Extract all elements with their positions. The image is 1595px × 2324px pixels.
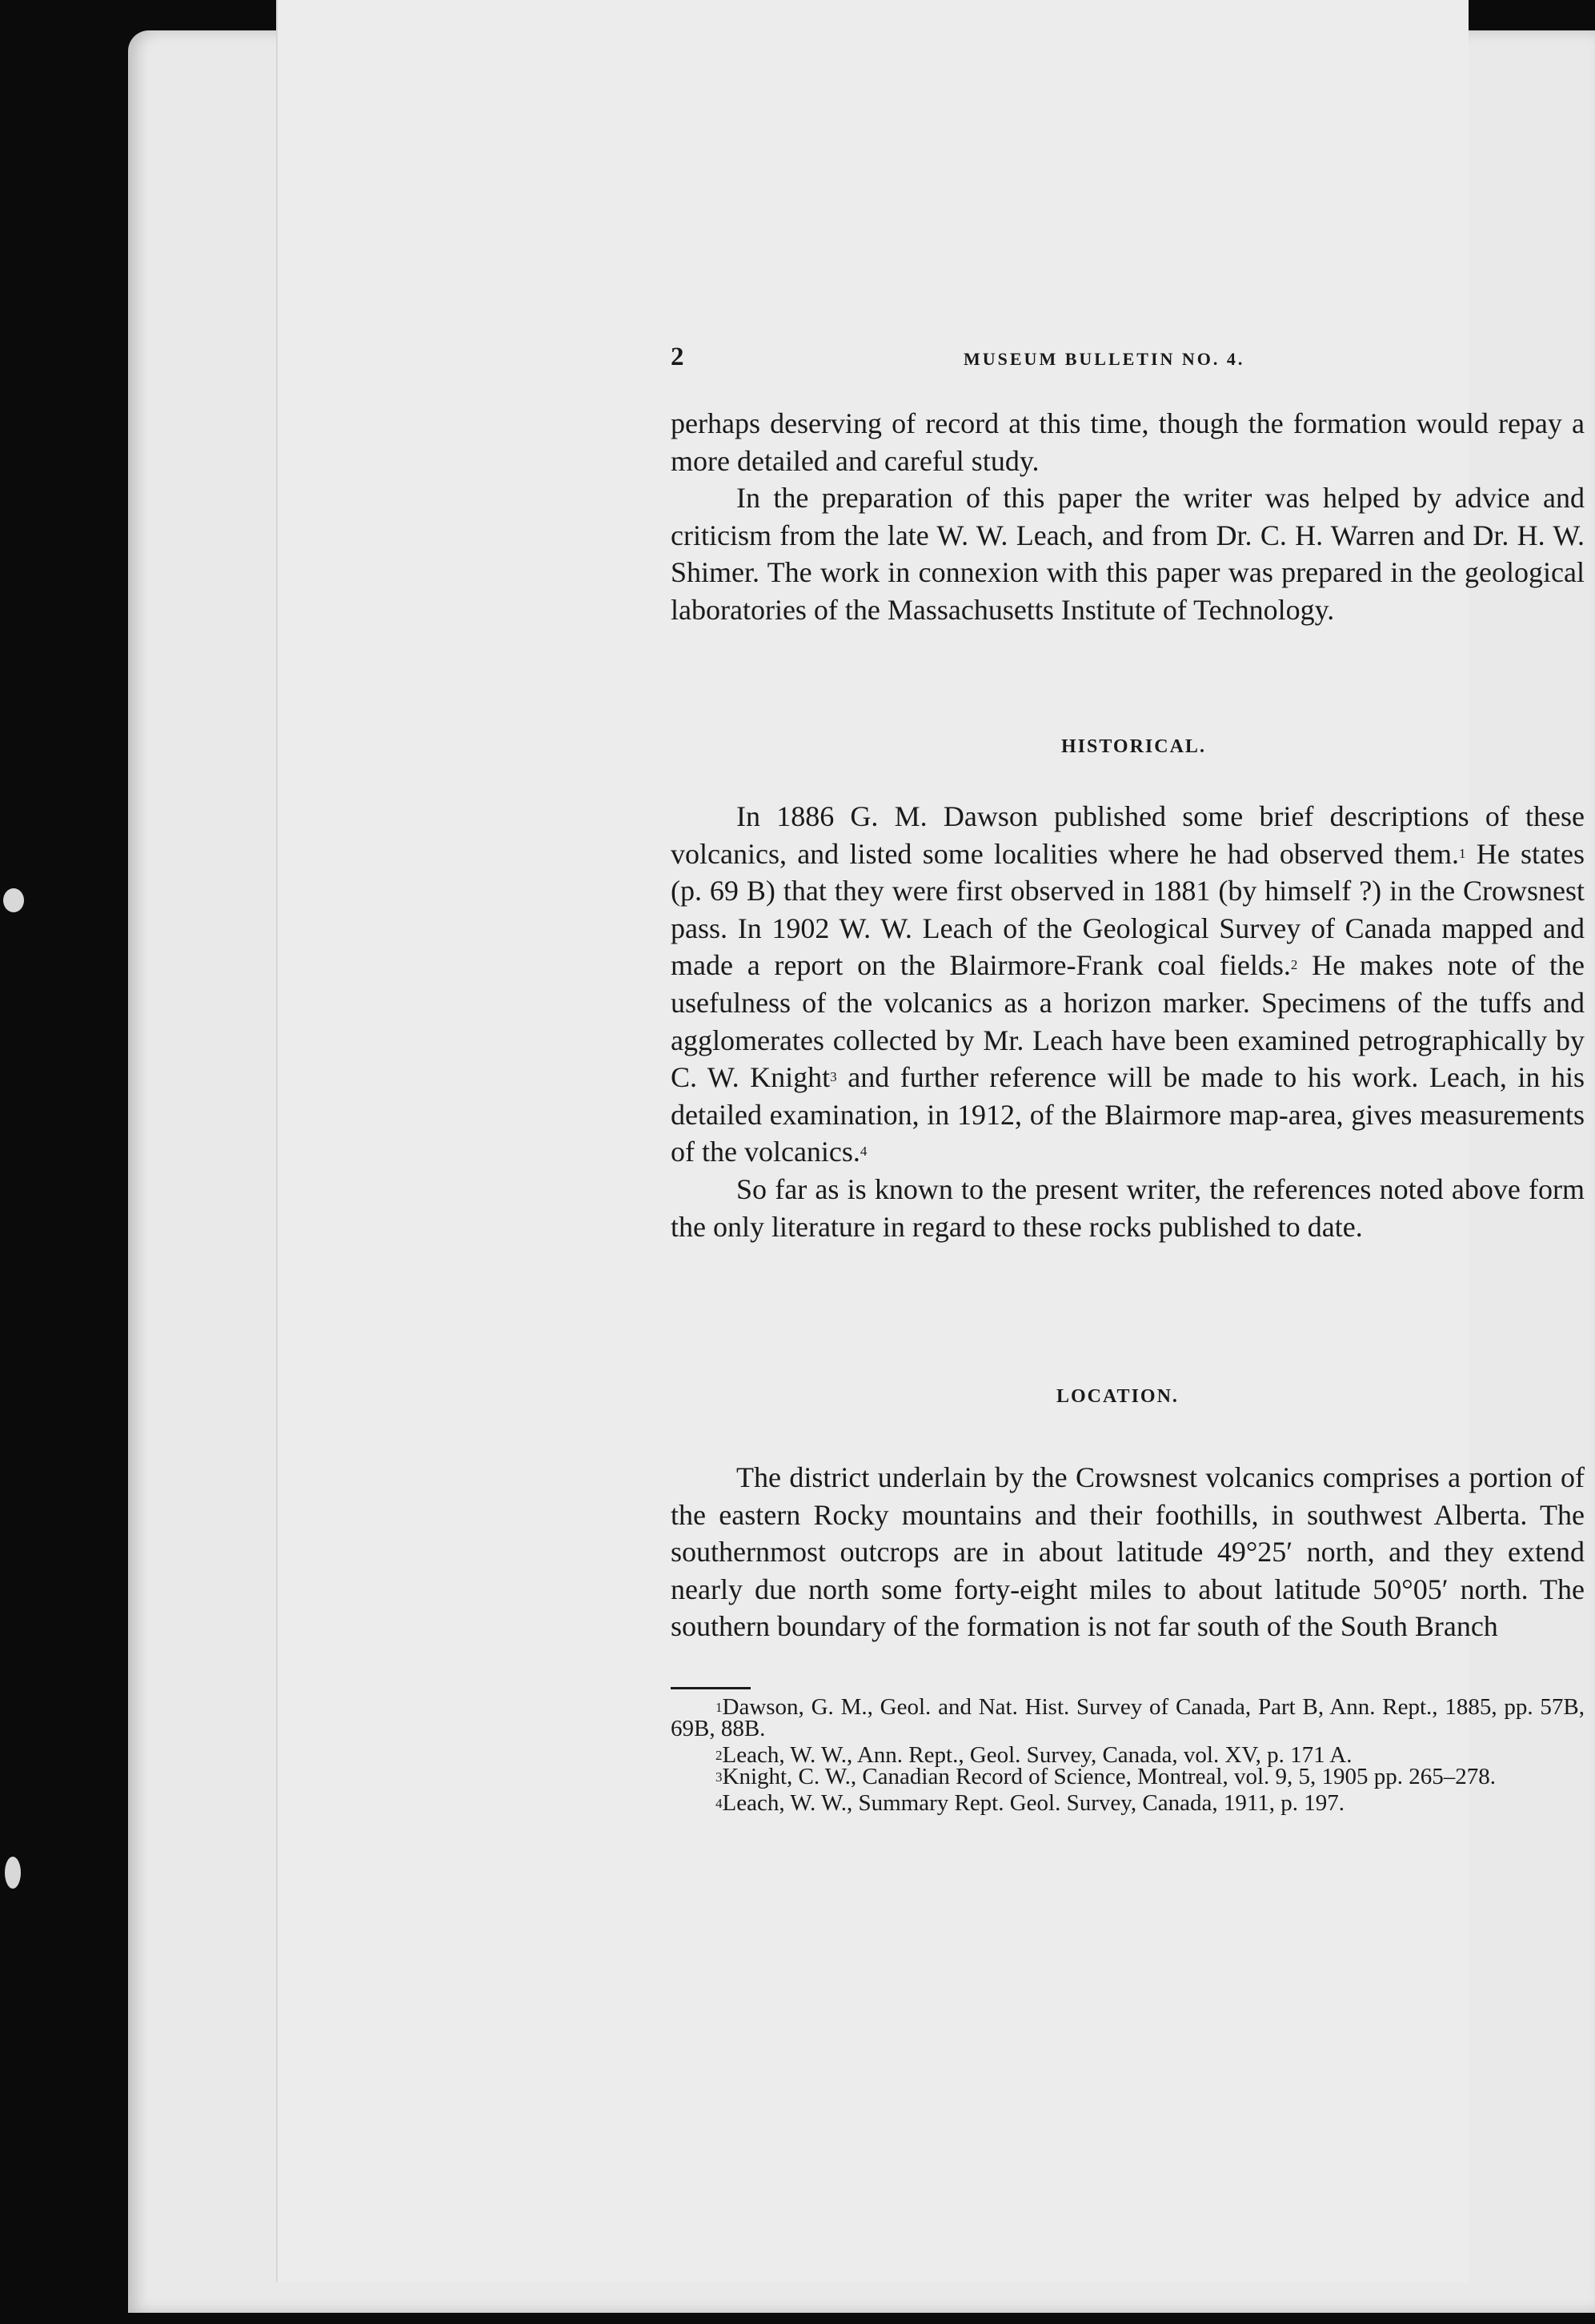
page-header xyxy=(671,343,1279,375)
footnote-text: Dawson, G. M., Geol. and Nat. Hist. Survey of Canada, Part B, Ann. Rept., 1885, pp. 57B, 69B, 88B. xyxy=(671,1694,1585,1741)
footnote-mark: 4 xyxy=(715,1796,723,1811)
intro-paragraph-2: In the preparation of this paper the writer was helped by advice and criticism from the late W. W. Leach, and from Dr. C. H. Warren and Dr. H. W. Shimer. The work in connexion with this paper was prepared in the geological laboratories of the Massachusetts Institute of Technology. xyxy=(671,482,1585,626)
historical-paragraph-2: So far as is known to the present writer, the references noted above form the only literature in regard to these rocks published to date. xyxy=(671,1172,1585,1243)
historical-section xyxy=(671,798,1585,1245)
footnotes xyxy=(671,1694,1585,1816)
historical-paragraph-1 xyxy=(671,798,1585,1171)
footnote-text: Leach, W. W., Summary Rept. Geol. Survey, Canada, 1911, p. 197. xyxy=(722,1790,1345,1816)
footnote-ref-2: 2 xyxy=(1290,957,1298,973)
footnote-3 xyxy=(671,1766,1585,1788)
intro-section xyxy=(671,405,1585,629)
footnote-ref-1: 1 xyxy=(1459,845,1466,861)
location-paragraph-1: The district underlain by the Crowsnest volcanics comprises a portion of the eastern Rocky mountains and their foothills, in southwest Alberta. The southernmost outcrops are in about latitude 49°25′ north, and they extend nearly due north some forty-eight miles to about latitude 50°05′ north. The southern boundary of the formation is not far south of the South Branch xyxy=(671,1461,1585,1643)
running-head: MUSEUM BULLETIN NO. 4. xyxy=(964,349,1245,369)
historical-text-d: and further reference will be made to his work. Leach, in his detailed examination, in 1912, of the Blairmore map-area, gives measurements of the volcanics. xyxy=(671,1061,1585,1168)
scan-speck xyxy=(5,1857,21,1889)
historical-text-a: In 1886 G. M. Dawson published some brief descriptions of these volcanics, and listed some localities where he had observed them. xyxy=(671,800,1585,870)
footnote-mark: 3 xyxy=(715,1769,723,1785)
location-heading: LOCATION. xyxy=(1056,1386,1179,1407)
footnote-mark: 1 xyxy=(715,1700,723,1715)
historical-heading: HISTORICAL. xyxy=(1061,736,1206,757)
footnote-ref-4: 4 xyxy=(860,1144,868,1160)
intro-paragraph-1: perhaps deserving of record at this time, though the formation would repay a more detailed and careful study. xyxy=(671,407,1585,477)
footnote-rule xyxy=(671,1687,751,1689)
footnote-text: Knight, C. W., Canadian Record of Science, Montreal, vol. 9, 5, 1905 pp. 265–278. xyxy=(722,1764,1497,1789)
historical-text-b: He states (p. 69 B) that they were first observed in 1881 (by himself ?) in the Crowsnest pass. In 1902 W. W. Leach of the Geological Survey of Canada mapped and made a report on the Blairmore-Frank coal fields. xyxy=(671,837,1585,982)
footnote-ref-3: 3 xyxy=(830,1069,837,1085)
footnote-2 xyxy=(671,1742,1585,1768)
footnote-4 xyxy=(671,1790,1585,1816)
scan-speck xyxy=(3,888,24,912)
page-number: 2 xyxy=(671,343,684,371)
historical-text-c: He makes note of the usefulness of the volcanics as a horizon marker. Specimens of the tuffs and agglomerates collected by Mr. Leach have been examined petrographically by C. W. Knight xyxy=(671,949,1585,1094)
footnote-1 xyxy=(671,1694,1585,1741)
footnote-mark: 2 xyxy=(715,1748,723,1763)
location-section xyxy=(671,1459,1585,1645)
footnote-text: Leach, W. W., Ann. Rept., Geol. Survey, Canada, vol. XV, p. 171 A. xyxy=(722,1742,1353,1768)
